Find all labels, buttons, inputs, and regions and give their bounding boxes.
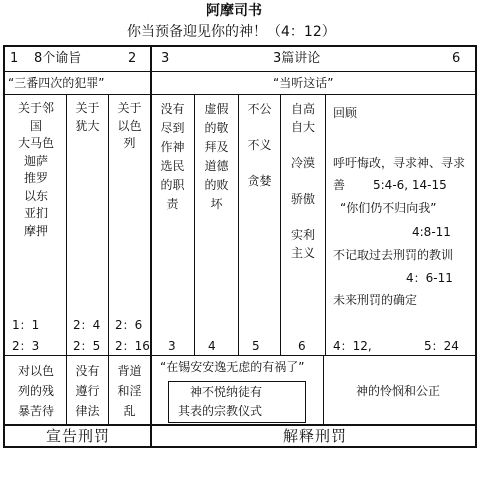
- left-heading: 8个谕旨: [34, 51, 82, 66]
- sermon-column-injustice: 不公 不义 贪婪: [247, 102, 272, 188]
- left-num-end: 2: [128, 51, 137, 66]
- ref-end-neighbors: 2：3: [12, 339, 40, 353]
- right-heading: 3篇讲论: [273, 51, 321, 66]
- ref-start-israel: 2：6: [115, 318, 143, 332]
- judgment-cell-cruelty: 对以色 列的残 暴苦待: [17, 364, 54, 418]
- left-bottom-label: 宣告刑罚: [46, 427, 111, 445]
- ref-start-judah: 2：4: [73, 318, 101, 332]
- ref-end-israel: 2：16: [115, 339, 150, 353]
- woe-quote: “在锡安安逸无虑的有祸了”: [160, 360, 305, 374]
- review-ref1: 5:4-6, 14-15: [373, 178, 447, 192]
- right-bottom-label: 解释刑罚: [283, 427, 348, 445]
- left-num-start: 1: [10, 51, 19, 66]
- review-ref-start: 4：12,: [333, 339, 372, 353]
- ref-sermon-4: 4: [208, 339, 216, 353]
- page-subtitle: 你当预备迎见你的神！（4：12）: [127, 24, 336, 40]
- sermon-column-duty: 没有 尽到 作神 选民 的职 责: [160, 102, 185, 211]
- page-title: 阿摩司书: [206, 3, 262, 19]
- oracle-column-israel: 关于 以色 列: [117, 101, 142, 150]
- review-quote: “你们仍不归向我”: [340, 201, 437, 215]
- right-group-label: “当听这话”: [273, 76, 334, 90]
- ref-end-judah: 2：5: [73, 339, 101, 353]
- review-line4: 未来刑罚的确定: [333, 293, 418, 307]
- review-ref-end: 5：24: [424, 339, 459, 353]
- review-line2: 善: [333, 178, 346, 192]
- review-heading: 回顾: [333, 106, 358, 120]
- judgment-cell-apostasy: 背道 和淫 乱: [117, 364, 142, 418]
- oracle-column-judah: 关于 犹大: [75, 101, 100, 133]
- review-line1: 呼吁悔改，寻求神、寻求: [333, 156, 466, 170]
- mercy-label: 神的怜悯和公正: [356, 384, 441, 398]
- right-num-start: 3: [161, 51, 170, 66]
- sermon-column-pride: 自高 自大 冷漠 骄傲 实利 主义: [290, 102, 315, 260]
- review-ref3: 4：6-11: [406, 271, 453, 285]
- woe-box-line2: 其表的宗教仪式: [178, 404, 263, 418]
- right-num-end: 6: [452, 51, 461, 66]
- ref-sermon-5: 5: [252, 339, 260, 353]
- ref-start-neighbors: 1：1: [12, 318, 40, 332]
- left-group-label: “三番四次的犯罪”: [8, 76, 105, 90]
- review-ref2: 4:8-11: [412, 225, 451, 239]
- sermon-column-worship: 虚假 的敬 拜及 道德 的败 坏: [204, 102, 229, 211]
- ref-sermon-6: 6: [298, 339, 306, 353]
- judgment-cell-law: 没有 遵行 律法: [75, 364, 100, 418]
- woe-box-line1: 神不悦纳徒有: [190, 385, 263, 399]
- ref-sermon-3: 3: [168, 339, 176, 353]
- oracle-column-neighbors: 关于邻 国 大马色 迦萨 推罗 以东 亚扪 摩押: [17, 101, 54, 238]
- review-line3: 不记取过去刑罚的教训: [333, 248, 454, 262]
